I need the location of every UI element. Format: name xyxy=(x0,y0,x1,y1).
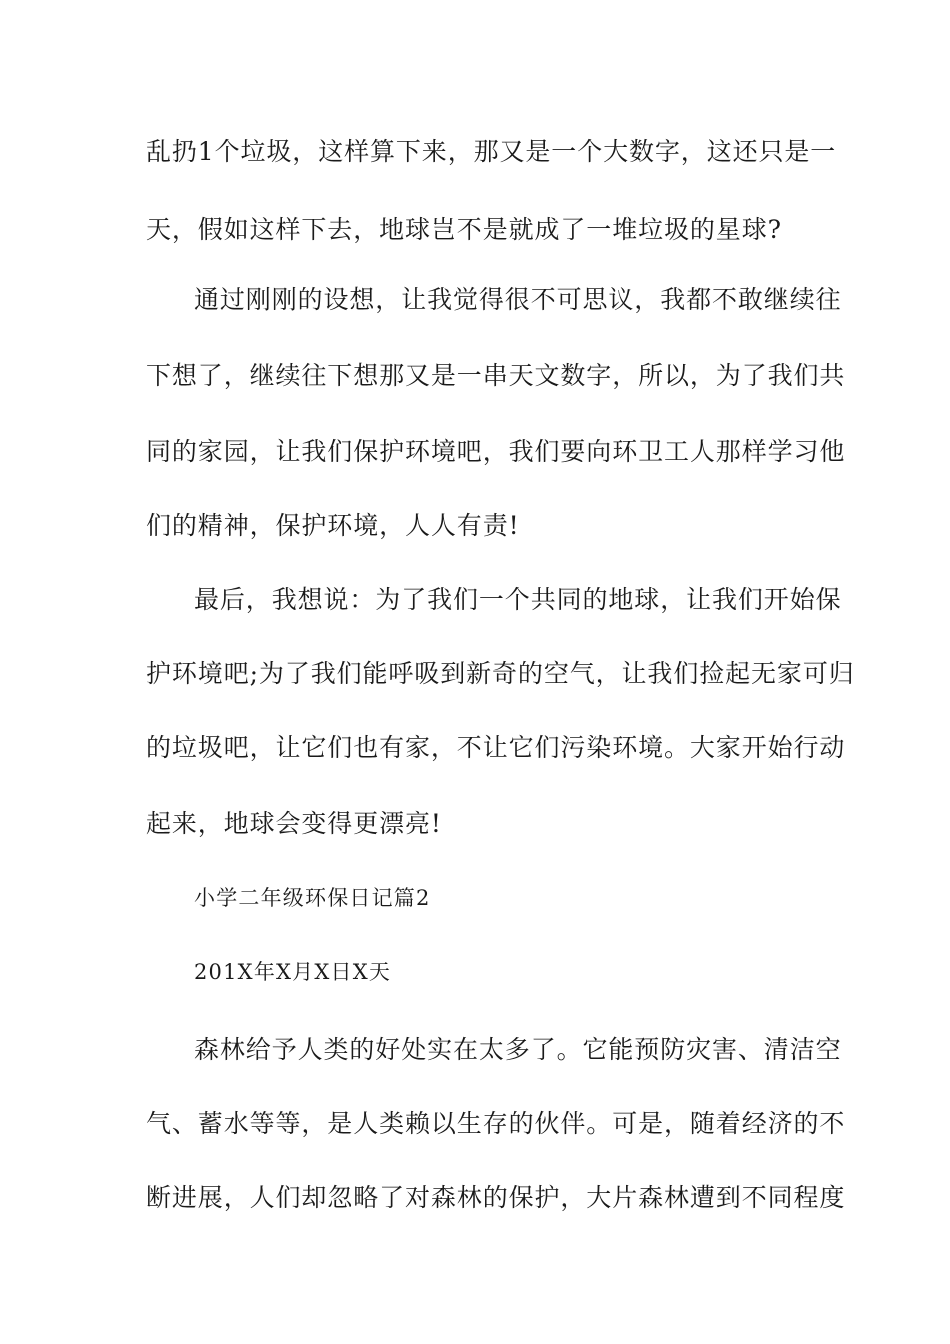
section-title: 小学二年级环保日记篇2 xyxy=(194,886,431,910)
paragraph-2-line-1: 通过刚刚的设想，让我觉得很不可思议，我都不敢继续往 xyxy=(194,285,842,314)
paragraph-4-line-2: 气、蓄水等等，是人类赖以生存的伙伴。可是，随着经济的不 xyxy=(146,1109,846,1138)
paragraph-2-line-3: 同的家园，让我们保护环境吧，我们要向环卫工人那样学习他 xyxy=(146,437,846,466)
paragraph-2-line-4: 们的精神，保护环境，人人有责! xyxy=(146,511,520,540)
paragraph-3-line-3: 的垃圾吧，让它们也有家，不让它们污染环境。大家开始行动 xyxy=(146,733,846,762)
paragraph-1-line-1: 乱扔1个垃圾，这样算下来，那又是一个大数字，这还只是一 xyxy=(146,137,837,166)
paragraph-2-line-2: 下想了，继续往下想那又是一串天文数字，所以，为了我们共 xyxy=(146,361,846,390)
paragraph-3-line-1: 最后，我想说：为了我们一个共同的地球，让我们开始保 xyxy=(194,585,842,614)
paragraph-4-line-1: 森林给予人类的好处实在太多了。它能预防灾害、清洁空 xyxy=(194,1035,842,1064)
paragraph-3-line-2: 护环境吧;为了我们能呼吸到新奇的空气，让我们捡起无家可归 xyxy=(146,659,855,688)
paragraph-3-line-4: 起来，地球会变得更漂亮! xyxy=(146,809,442,838)
paragraph-4-line-3: 断进展，人们却忽略了对森林的保护，大片森林遭到不同程度 xyxy=(146,1183,846,1212)
paragraph-1-line-2: 天，假如这样下去，地球岂不是就成了一堆垃圾的星球? xyxy=(146,215,782,244)
date-line: 201X年X月X日X天 xyxy=(194,960,392,984)
